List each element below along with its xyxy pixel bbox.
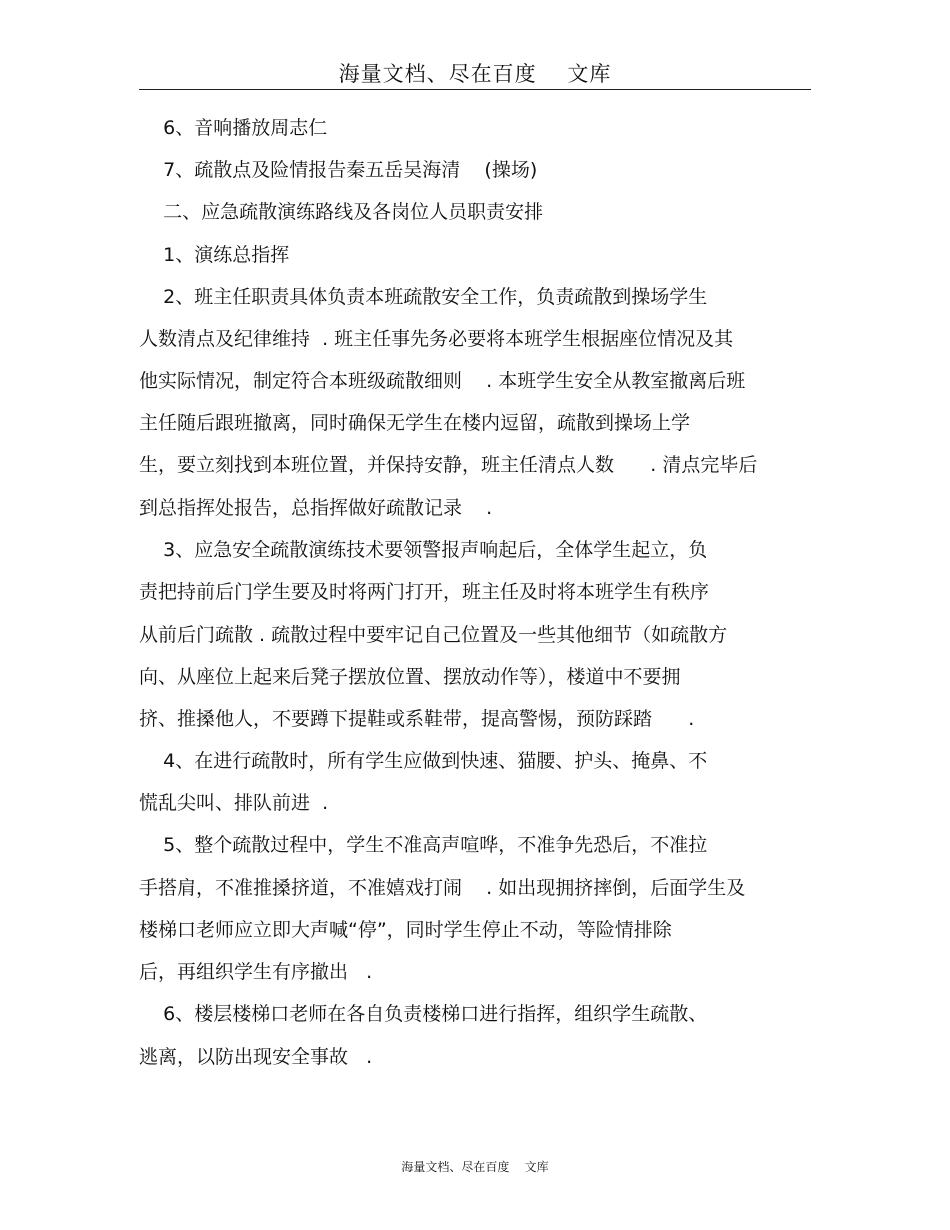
text-line: 到总指挥处报告，总指挥做好疏散记录 . [139,497,493,519]
text-line: 后，再组织学生有序撤出 . [139,961,373,983]
text-line: 二、应急疏散演练路线及各岗位人员职责安排 [139,201,544,223]
text-line: 5、整个疏散过程中，学生不准高声喧哗，不准争先恐后，不准拉 [139,834,708,856]
text-line: 向、从座位上起来后凳子摆放位置、摆放动作等），楼道中不要拥 [139,666,681,688]
text-line: 责把持前后门学生要及时将两门打开，班主任及时将本班学生有秩序 [139,581,710,603]
text-line: 生，要立刻找到本班位置，并保持安静，班主任清点人数 . 清点完毕后 [139,454,758,476]
text-line: 3、应急安全疏散演练技术要领警报声响起后，全体学生起立，负 [139,539,708,561]
text-line: 逃离，以防出现安全事故 . [139,1046,373,1068]
text-line: 人数清点及纪律维持 . 班主任事先务必要将本班学生根据座位情况及其 [139,328,734,350]
header-divider [139,89,811,90]
text-line: 7、疏散点及险情报告秦五岳吴海清 (操场) [139,159,538,181]
text-line: 他实际情况，制定符合本班级疏散细则 . 本班学生安全从教室撤离后班 [139,370,746,392]
text-line: 6、楼层楼梯口老师在各自负责楼梯口进行指挥，组织学生疏散、 [139,1003,708,1025]
text-line: 手搭肩，不准推搡挤道，不准嬉戏打闹 . 如出现拥挤摔倒，后面学生及 [139,877,746,899]
text-line: 主任随后跟班撤离，同时确保无学生在楼内逗留，疏散到操场上学 [139,412,691,434]
text-line: 1、演练总指挥 [139,244,290,266]
text-line: 挤、推搡他人，不要蹲下提鞋或系鞋带，提高警惕，预防踩踏 . [139,708,695,730]
page-header: 海量文档、尽在百度 文库 [338,62,612,86]
text-line: 6、音响播放周志仁 [139,117,328,139]
text-line: 慌乱尖叫、排队前进 . [139,792,329,814]
text-line: 4、在进行疏散时，所有学生应做到快速、猫腰、护头、掩鼻、不 [139,750,708,772]
text-line: 从前后门疏散 . 疏散过程中要牢记自己位置及一些其他细节（如疏散方 [139,624,728,646]
text-line: 2、班主任职责具体负责本班疏散安全工作，负责疏散到操场学生 [139,286,708,308]
text-line: 楼梯口老师应立即大声喊“停”，同时学生停止不动，等险情排除 [139,919,672,941]
page-footer: 海量文档、尽在百度 文库 [401,1160,549,1174]
